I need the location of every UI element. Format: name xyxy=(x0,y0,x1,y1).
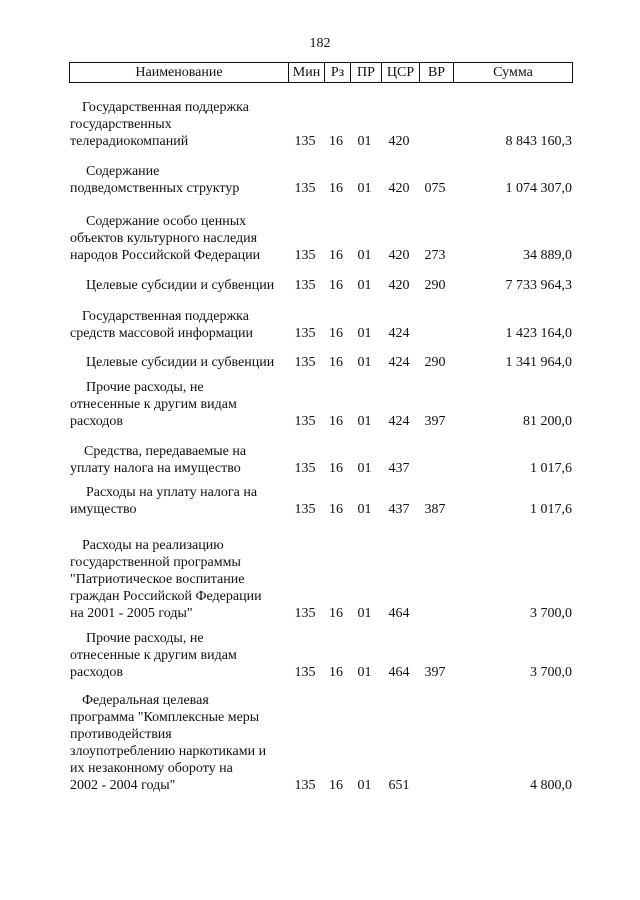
row-min: 135 xyxy=(294,326,316,341)
row-name-line: Прочие расходы, не xyxy=(86,631,204,646)
row-vr: 397 xyxy=(424,414,446,429)
row-pr: 01 xyxy=(357,778,372,793)
row-pr: 01 xyxy=(357,181,372,196)
row-name-line: Содержание xyxy=(86,164,160,179)
row-name xyxy=(70,692,290,794)
row-sum: 3 700,0 xyxy=(530,665,572,680)
row-rz: 16 xyxy=(329,502,343,517)
row-name-line: Государственная поддержка xyxy=(82,309,249,324)
row-name-line: Средства, передаваемые на xyxy=(84,444,247,459)
row-rz: 16 xyxy=(329,326,343,341)
row-name-line: расходов xyxy=(70,414,124,429)
row-sum: 34 889,0 xyxy=(523,248,572,263)
row-name-line: народов Российской Федерации xyxy=(70,248,261,263)
row-rz: 16 xyxy=(329,778,343,793)
row-csr: 437 xyxy=(388,502,410,517)
row-pr: 01 xyxy=(357,502,372,517)
row-sum: 1 074 307,0 xyxy=(505,181,572,196)
row-name-line: Расходы на уплату налога на xyxy=(86,485,258,500)
row-pr: 01 xyxy=(357,248,372,263)
header-min: Мин xyxy=(288,63,324,82)
row-name xyxy=(70,354,290,371)
row-name-line: Целевые субсидии и субвенции xyxy=(86,278,275,293)
row-name-line: программа "Комплексные меры xyxy=(70,710,260,725)
row-rz: 16 xyxy=(329,278,343,293)
row-name-line: телерадиокомпаний xyxy=(70,134,189,149)
row-csr: 420 xyxy=(388,181,410,196)
row-rz: 16 xyxy=(329,606,343,621)
row-vr: 397 xyxy=(424,665,446,680)
row-pr: 01 xyxy=(357,355,372,370)
row-csr: 424 xyxy=(388,414,410,429)
row-pr: 01 xyxy=(357,326,372,341)
row-name-line: имущество xyxy=(70,502,137,517)
row-rz: 16 xyxy=(329,248,343,263)
row-name-line: государственных xyxy=(70,117,172,132)
row-name-line: граждан Российской Федерации xyxy=(70,589,262,604)
header-pr: ПР xyxy=(350,63,381,82)
row-sum: 4 800,0 xyxy=(530,778,572,793)
row-pr: 01 xyxy=(357,414,372,429)
row-rz: 16 xyxy=(329,134,343,149)
row-name-line: отнесенные к другим видам xyxy=(70,397,237,412)
row-name-line: государственной программы xyxy=(70,555,241,570)
header-name: Наименование xyxy=(135,65,223,80)
row-name xyxy=(70,163,290,197)
row-name-line: 2002 - 2004 годы" xyxy=(70,778,176,793)
table-header xyxy=(69,62,573,83)
row-csr: 424 xyxy=(388,326,410,341)
row-name-line: их незаконному обороту на xyxy=(70,761,233,776)
row-min: 135 xyxy=(294,248,316,263)
row-sum: 81 200,0 xyxy=(523,414,572,429)
row-rz: 16 xyxy=(329,665,343,680)
row-min: 135 xyxy=(294,414,316,429)
row-name-line: объектов культурного наследия xyxy=(70,231,258,246)
row-name-line: уплату налога на имущество xyxy=(70,461,241,476)
row-sum: 1 341 964,0 xyxy=(505,355,572,370)
row-sum: 1 017,6 xyxy=(530,461,572,476)
row-name-line: расходов xyxy=(70,665,124,680)
row-sum: 8 843 160,3 xyxy=(505,134,572,149)
row-rz: 16 xyxy=(329,461,343,476)
row-name xyxy=(70,308,290,342)
row-min: 135 xyxy=(294,134,316,149)
header-rz: Рз xyxy=(324,63,350,82)
row-vr: 075 xyxy=(424,181,446,196)
row-pr: 01 xyxy=(357,134,372,149)
row-pr: 01 xyxy=(357,278,372,293)
row-name-line: подведомственных структур xyxy=(70,181,240,196)
header-vr: ВР xyxy=(419,63,453,82)
row-csr: 437 xyxy=(388,461,410,476)
row-vr: 273 xyxy=(424,248,446,263)
row-csr: 651 xyxy=(388,778,410,793)
row-sum: 7 733 964,3 xyxy=(505,278,572,293)
page-number: 182 xyxy=(309,36,331,51)
row-name-line: Прочие расходы, не xyxy=(86,380,204,395)
row-pr: 01 xyxy=(357,665,372,680)
row-name xyxy=(70,630,290,681)
row-name-line: Федеральная целевая xyxy=(82,693,209,708)
row-min: 135 xyxy=(294,665,316,680)
row-vr: 387 xyxy=(424,502,446,517)
row-min: 135 xyxy=(294,502,316,517)
header-csr: ЦСР xyxy=(381,63,419,82)
row-name xyxy=(70,277,290,294)
row-rz: 16 xyxy=(329,414,343,429)
row-csr: 464 xyxy=(388,606,410,621)
row-sum: 1 017,6 xyxy=(530,502,572,517)
row-name-line: Расходы на реализацию xyxy=(82,538,224,553)
row-name xyxy=(70,379,290,430)
row-min: 135 xyxy=(294,355,316,370)
row-csr: 420 xyxy=(388,278,410,293)
row-name xyxy=(70,213,290,264)
row-min: 135 xyxy=(294,778,316,793)
row-name-line: Содержание особо ценных xyxy=(86,214,247,229)
row-name-line: средств массовой информации xyxy=(70,326,254,341)
row-name-line: Целевые субсидии и субвенции xyxy=(86,355,275,370)
row-rz: 16 xyxy=(329,181,343,196)
row-name-line: отнесенные к другим видам xyxy=(70,648,237,663)
row-name xyxy=(70,537,290,622)
row-vr: 290 xyxy=(424,278,446,293)
row-min: 135 xyxy=(294,461,316,476)
row-pr: 01 xyxy=(357,461,372,476)
row-csr: 424 xyxy=(388,355,410,370)
row-name-line: злоупотреблению наркотиками и xyxy=(70,744,267,759)
row-min: 135 xyxy=(294,278,316,293)
header-sum: Сумма xyxy=(453,63,572,82)
row-sum: 3 700,0 xyxy=(530,606,572,621)
row-min: 135 xyxy=(294,606,316,621)
row-name xyxy=(70,99,290,150)
row-name-line: противодействия xyxy=(70,727,172,742)
row-name-line: Государственная поддержка xyxy=(82,100,249,115)
row-name-line: на 2001 - 2005 годы" xyxy=(70,606,193,621)
row-pr: 01 xyxy=(357,606,372,621)
row-name xyxy=(70,484,290,518)
row-csr: 464 xyxy=(388,665,410,680)
row-csr: 420 xyxy=(388,248,410,263)
row-vr: 290 xyxy=(424,355,446,370)
row-min: 135 xyxy=(294,181,316,196)
row-csr: 420 xyxy=(388,134,410,149)
row-name-line: "Патриотическое воспитание xyxy=(70,572,245,587)
row-sum: 1 423 164,0 xyxy=(505,326,572,341)
row-rz: 16 xyxy=(329,355,343,370)
row-name xyxy=(70,443,290,477)
